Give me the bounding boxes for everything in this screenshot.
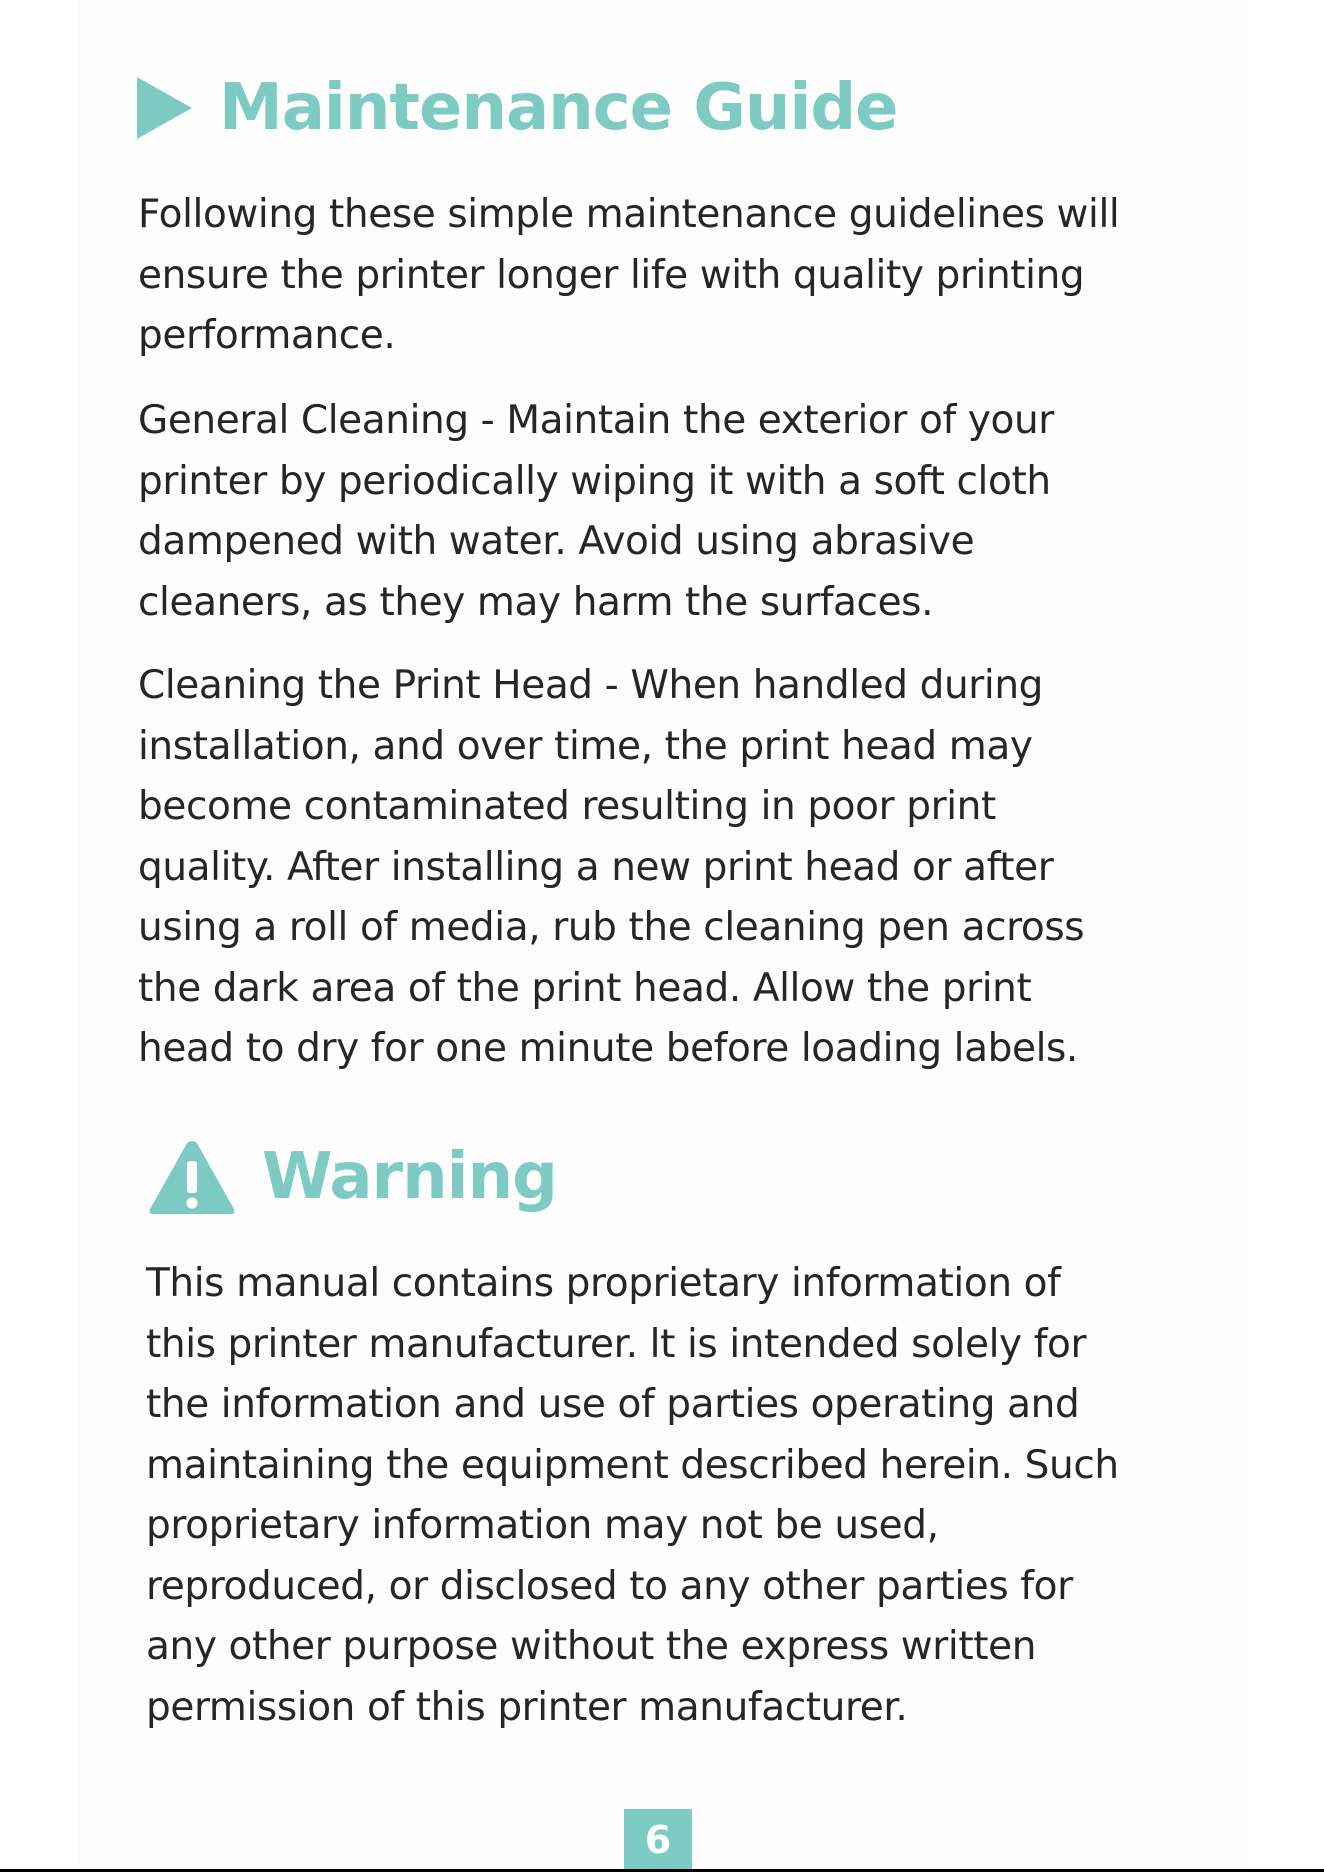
play-triangle-icon <box>137 77 192 139</box>
maintenance-guide-title: Maintenance Guide <box>219 71 898 145</box>
print-head-cleaning-paragraph: Cleaning the Print Head - When handled during installation, and over time, the print head may become contaminated resulting in poor print quality. After installing a new print head or after using a roll of media, rub the cleaning pen across the dark area of the print head. Allow the print head to dry for one minute before loading labels. <box>138 663 1085 1071</box>
warning-heading <box>147 1135 557 1219</box>
maintenance-guide-heading <box>137 66 898 150</box>
warning-title: Warning <box>262 1140 557 1214</box>
general-cleaning-paragraph: General Cleaning - Maintain the exterior of your printer by periodically wiping it with a soft cloth dampened with water. Avoid using abrasive cleaners, as they may harm the surfaces. <box>138 398 1054 625</box>
page-number-badge: 6 <box>624 1809 692 1871</box>
maintenance-intro-paragraph: Following these simple maintenance guidelines will ensure the printer longer life with quality printing performance. <box>138 192 1120 358</box>
warning-body-paragraph: This manual contains proprietary information of this printer manufacturer. lt is intended solely for the information and use of parties operating and maintaining the equipment described herein. Such proprietary information may not be used, reproduced, or disclosed to any other parties for any other purpose without the express written permission of this printer manufacturer. <box>146 1261 1119 1730</box>
warning-triangle-icon <box>147 1137 237 1217</box>
